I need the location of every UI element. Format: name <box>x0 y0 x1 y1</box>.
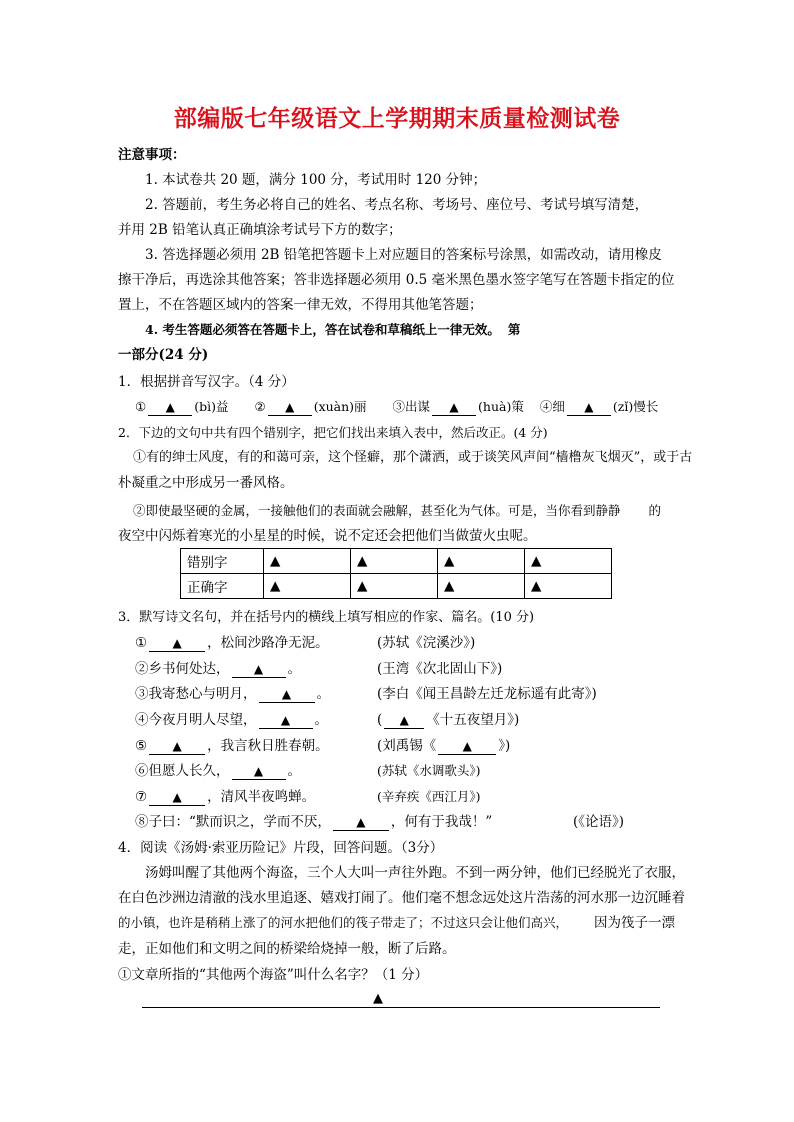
q3-source: (李白《闻王昌龄左迁龙标遥有此寄》) <box>377 686 597 702</box>
answer-blank[interactable] <box>432 399 476 416</box>
answer-blank[interactable] <box>232 763 286 780</box>
q4-passage-line: 在白色沙洲边清澈的浅水里追逐、嬉戏打闹了。他们毫不想念远处这片浩荡的河水那一边沉睡着 <box>118 890 685 906</box>
triangle-icon: ▲ <box>172 739 182 753</box>
notice-item: 并用 2B 铅笔认真正确填涂考试号下方的数字； <box>118 222 402 238</box>
q3-line-text: ，清风半夜鸣蝉。 <box>207 789 316 805</box>
answer-blank[interactable] <box>268 399 312 416</box>
q1-item-pinyin: (huà)策 <box>478 399 524 414</box>
table-row-label: 正确字 <box>181 574 264 599</box>
q3-line <box>135 762 301 780</box>
q3-line-text: ⑥但愿人长久， <box>135 763 230 779</box>
q1-item-pinyin: (zǐ)慢长 <box>612 399 659 414</box>
q3-line-text: ① <box>135 635 148 651</box>
notice-item <box>145 321 520 339</box>
answer-line[interactable] <box>142 1007 660 1008</box>
table-cell[interactable]: ▲ <box>264 549 351 574</box>
table-cell[interactable]: ▲ <box>438 549 525 574</box>
q3-source: (《论语》) <box>573 814 625 830</box>
q3-source: (苏轼《水调歌头》) <box>377 763 481 778</box>
q2-passage-tail: 的 <box>648 503 662 518</box>
q3-line <box>135 660 301 678</box>
q3-line <box>135 711 328 729</box>
triangle-icon: ▲ <box>172 636 182 650</box>
notice-item: 3. 答选择题必须用 2B 铅笔把答题卡上对应题目的答案标号涂黑，如需改动，请用橡皮 <box>145 247 662 263</box>
error-correction-table <box>180 548 612 599</box>
q3-source: (苏轼《浣溪沙》) <box>377 635 476 651</box>
q3-line-text: ③我寄愁心与明月， <box>135 686 257 702</box>
triangle-icon: ▲ <box>253 764 264 778</box>
triangle-icon: ▲ <box>462 739 472 753</box>
q4-passage-line: 走，正如他们和文明之间的桥梁给烧掉一般，断了后路。 <box>118 941 456 957</box>
answer-blank[interactable] <box>149 635 205 652</box>
q3-line-text: ，何有于我哉！” <box>390 814 493 830</box>
q2-passage-line: 夜空中闪烁着寒光的小星星的时候，说不定还会把他们当做萤火虫呢。 <box>118 528 537 544</box>
q1-items <box>135 398 658 416</box>
triangle-icon: ▲ <box>584 400 594 414</box>
notice-item: 1. 本试卷共 20 题，满分 100 分，考试用时 120 分钟； <box>145 172 487 188</box>
q3-source-text: (刘禹锡《 <box>377 738 437 754</box>
triangle-icon: ▲ <box>253 662 264 676</box>
triangle-icon: ▲ <box>373 991 383 1006</box>
table-cell[interactable]: ▲ <box>525 574 612 599</box>
notice-item: 擦干净后，再选涂其他答案；答非选择题必须用 0.5 毫米黑色墨水签字笔写在答题卡指定的位 <box>118 272 675 288</box>
q4-passage-line <box>118 914 675 932</box>
answer-blank[interactable] <box>149 789 205 806</box>
notice-item-tail: 第 <box>507 322 521 337</box>
q3-source: (王湾《次北固山下》) <box>377 661 503 677</box>
q2-stem: 2．下边的文句中共有四个错别字，把它们找出来填入表中，然后改正。(4 分) <box>118 425 548 440</box>
q4-subquestion: ①文章所指的“其他两个海盗”叫什么名字？（1 分） <box>118 967 429 983</box>
table-row <box>181 549 612 574</box>
q1-item-num: ② <box>254 399 266 414</box>
triangle-icon: ▲ <box>281 687 292 701</box>
q3-line-text: ⑧子曰：“默而识之，学而不厌， <box>135 814 331 830</box>
answer-blank[interactable] <box>333 814 389 831</box>
q4-passage-text: 的小镇，也许是稍稍上涨了的河水把他们的筏子带走了；不过这只会让他们高兴， <box>118 915 569 930</box>
q3-line-text: ，松间沙路净无泥。 <box>207 635 329 651</box>
q1-item-pre: ④细 <box>539 399 565 414</box>
q3-source <box>377 737 510 755</box>
notice-item-text: 4. 考生答题必须答在答题卡上，答在试卷和草稿纸上一律无效。 <box>145 322 500 337</box>
q3-line <box>135 685 330 703</box>
triangle-icon: ▲ <box>449 400 459 414</box>
answer-blank[interactable] <box>259 712 313 729</box>
q3-line <box>135 788 315 806</box>
answer-blank[interactable] <box>567 399 611 416</box>
notice-heading: 注意事项： <box>118 147 186 163</box>
triangle-icon: ▲ <box>399 713 409 727</box>
q1-stem: 1．根据拼音写汉字。（4 分） <box>118 374 295 390</box>
q3-line-text: ②乡书何处达， <box>135 661 230 677</box>
q4-passage-tail: 因为筏子一漂 <box>594 915 676 931</box>
answer-blank[interactable] <box>384 712 424 729</box>
q3-line-text: 。 <box>287 661 301 677</box>
q2-passage-line: 朴凝重之中形成另一番风格。 <box>118 475 294 491</box>
notice-item: 置上，不在答题区域内的答案一律无效，不得用其他笔答题； <box>118 297 483 313</box>
page-title: 部编版七年级语文上学期期末质量检测试卷 <box>173 106 621 132</box>
triangle-icon: ▲ <box>356 815 366 829</box>
q3-line-text: ④今夜月明人尽望， <box>135 712 257 728</box>
q3-line-text: ⑤ <box>135 738 148 754</box>
table-row <box>181 574 612 599</box>
q4-stem: 4．阅读《汤姆·索亚历险记》片段，回答问题。（3分） <box>118 840 444 856</box>
q4-passage-line: 汤姆叫醒了其他两个海盗，三个人大叫一声往外跑。不到一两分钟，他们已经脱光了衣服， <box>145 865 685 881</box>
q1-item-num: ① <box>135 399 147 414</box>
q3-source: ( ▲ 《十五夜望月》) <box>377 712 520 728</box>
q3-line <box>135 737 329 755</box>
table-cell[interactable]: ▲ <box>438 574 525 599</box>
table-cell[interactable]: ▲ <box>351 574 438 599</box>
q3-line-text: ，我言秋日胜春朝。 <box>207 738 329 754</box>
q3-line-text: ⑦ <box>135 789 148 805</box>
q1-item-pinyin: (xuàn)丽 <box>313 399 367 414</box>
notice-item: 2. 答题前，考生务必将自己的姓名、考点名称、考场号、座位号、考试号填写清楚， <box>145 197 649 213</box>
triangle-icon: ▲ <box>165 400 175 414</box>
q3-source-text: 《十五夜望月》) <box>426 712 520 728</box>
q3-line-text: 。 <box>287 763 301 779</box>
triangle-icon: ▲ <box>172 790 182 804</box>
q1-item-pre: ③出谋 <box>392 399 431 414</box>
q3-line-text: 。 <box>314 712 328 728</box>
table-cell[interactable]: ▲ <box>351 549 438 574</box>
answer-blank[interactable] <box>259 686 315 703</box>
q3-line <box>135 813 492 831</box>
table-cell[interactable]: ▲ <box>525 549 612 574</box>
part-heading: 一部分(24 分) <box>118 347 209 363</box>
q2-passage-text: ②即使最坚硬的金属，一接触他们的表面就会融解，甚至化为气体。可是，当你看到静静 <box>133 503 621 518</box>
answer-blank[interactable] <box>149 738 205 755</box>
answer-blank[interactable] <box>148 399 192 416</box>
triangle-icon: ▲ <box>280 713 291 727</box>
q2-passage-line: ①有的绅士风度，有的和蔼可亲，这个怪癖，那个潇洒，或于谈笑风声间“樯橹灰飞烟灭”，或于古 <box>133 450 693 465</box>
triangle-icon: ▲ <box>285 400 295 414</box>
table-row-label: 错别字 <box>181 549 264 574</box>
answer-blank[interactable] <box>232 661 286 678</box>
q3-source: (辛弃疾《西江月》) <box>377 789 481 804</box>
table-cell[interactable]: ▲ <box>264 574 351 599</box>
q1-item-pinyin: (bì)益 <box>194 399 229 414</box>
q3-stem: 3．默写诗文名句，并在括号内的横线上填写相应的作家、篇名。(10 分) <box>118 610 535 625</box>
q2-passage-line <box>133 502 661 520</box>
q3-line-text: 。 <box>316 686 330 702</box>
q3-source-text: 》) <box>498 738 511 754</box>
answer-blank[interactable] <box>438 738 496 755</box>
q3-line <box>135 634 329 652</box>
